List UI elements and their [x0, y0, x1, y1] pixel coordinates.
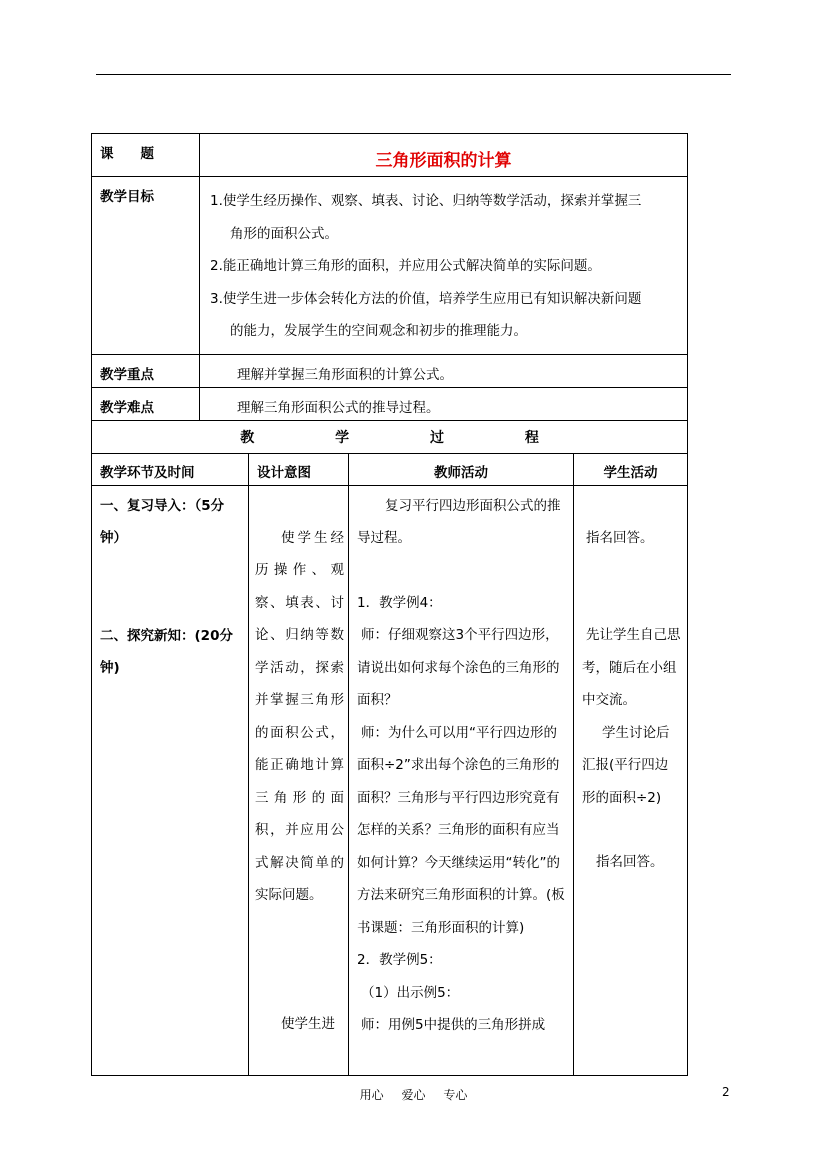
topic-label: 课 题 [92, 134, 200, 177]
page-number: 2 [722, 1085, 730, 1099]
topic-title: 三角形面积的计算 [200, 134, 688, 177]
footer-text: 专心 [443, 1088, 468, 1102]
teacher-para: 2．教学例5： [357, 952, 442, 968]
teacher-cell [349, 485, 574, 1075]
student-para: 指名回答。 [596, 854, 664, 870]
design-text: 使学生进 [281, 1015, 335, 1032]
goal-line: 角形的面积公式。 [230, 225, 338, 242]
teacher-para: 1．教学例4： [357, 594, 442, 611]
goal-line: 3.使学生进一步体会转化方法的价值，培养学生应用已有知识解决新问题 [210, 290, 642, 307]
teacher-para: 复习平行四边形面积公式的推导过程。 [357, 497, 561, 546]
goal-item [210, 250, 681, 283]
stage-cell [92, 485, 249, 1075]
student-para: 学生讨论后汇报(平行四边形的面积÷2) [582, 724, 670, 806]
column-header-teacher: 教师活动 [349, 453, 574, 485]
goal-line: 1.使学生经历操作、观察、填表、讨论、归纳等数学活动，探索并掌握三 [210, 193, 642, 209]
goal-line: 2.能正确地计算三角形的面积，并应用公式解决简单的实际问题。 [210, 258, 601, 274]
design-text: 使学生经历操作、观察、填表、讨论、归纳等数学活动，探索并掌握三角形的面积公式，能正确地计算三角形的面积，并应用公式解决简单的实际问题。 [255, 529, 344, 903]
page-footer [0, 1086, 827, 1103]
process-heading-char: 程 [524, 429, 539, 446]
student-para: 先让学生自己思考，随后在小组中交流。 [582, 627, 681, 708]
header-rule [96, 74, 731, 75]
goals-label: 教学目标 [92, 177, 200, 355]
process-heading-char: 学 [335, 429, 350, 446]
teacher-para: 师：仔细观察这3个平行四边形，请说出如何求每个涂色的三角形的面积？ [357, 627, 560, 708]
teacher-para: 师：用例5中提供的三角形拼成 [361, 1017, 546, 1033]
stage-section: 一、复习导入：（5分钟） [100, 497, 225, 546]
difficulty-text: 理解三角形面积公式的推导过程。 [200, 387, 688, 420]
goals-cell [200, 177, 688, 355]
design-cell [249, 485, 349, 1075]
lesson-plan-table [91, 133, 688, 1076]
footer-text: 爱心 [401, 1088, 426, 1102]
key-text: 理解并掌握三角形面积的计算公式。 [200, 354, 688, 387]
difficulty-label: 教学难点 [92, 387, 200, 420]
process-heading-char: 教 [240, 429, 255, 446]
goal-item [210, 185, 681, 250]
student-para: 指名回答。 [586, 529, 654, 546]
goal-line: 的能力，发展学生的空间观念和初步的推理能力。 [230, 323, 527, 339]
footer-text: 用心 [359, 1088, 384, 1102]
column-header-design: 设计意图 [249, 453, 349, 485]
stage-section: 二、探究新知：(20分钟) [100, 627, 233, 676]
key-label: 教学重点 [92, 354, 200, 387]
goal-item [210, 283, 681, 348]
student-cell [574, 485, 688, 1075]
process-heading-char: 过 [429, 429, 444, 446]
process-heading [92, 420, 688, 453]
column-header-student: 学生活动 [574, 453, 688, 485]
teacher-para: （1）出示例5： [361, 984, 460, 1001]
teacher-para: 师：为什么可以用“平行四边形的面积÷2”求出每个涂色的三角形的面积？三角形与平行四边形究竟有怎样的关系？三角形的面积有应当如何计算？今天继续运用“转化”的方法来研究三角形面积的计算。(板书课题：三角形面积的计算) [357, 724, 565, 936]
column-header-stage: 教学环节及时间 [92, 453, 249, 485]
